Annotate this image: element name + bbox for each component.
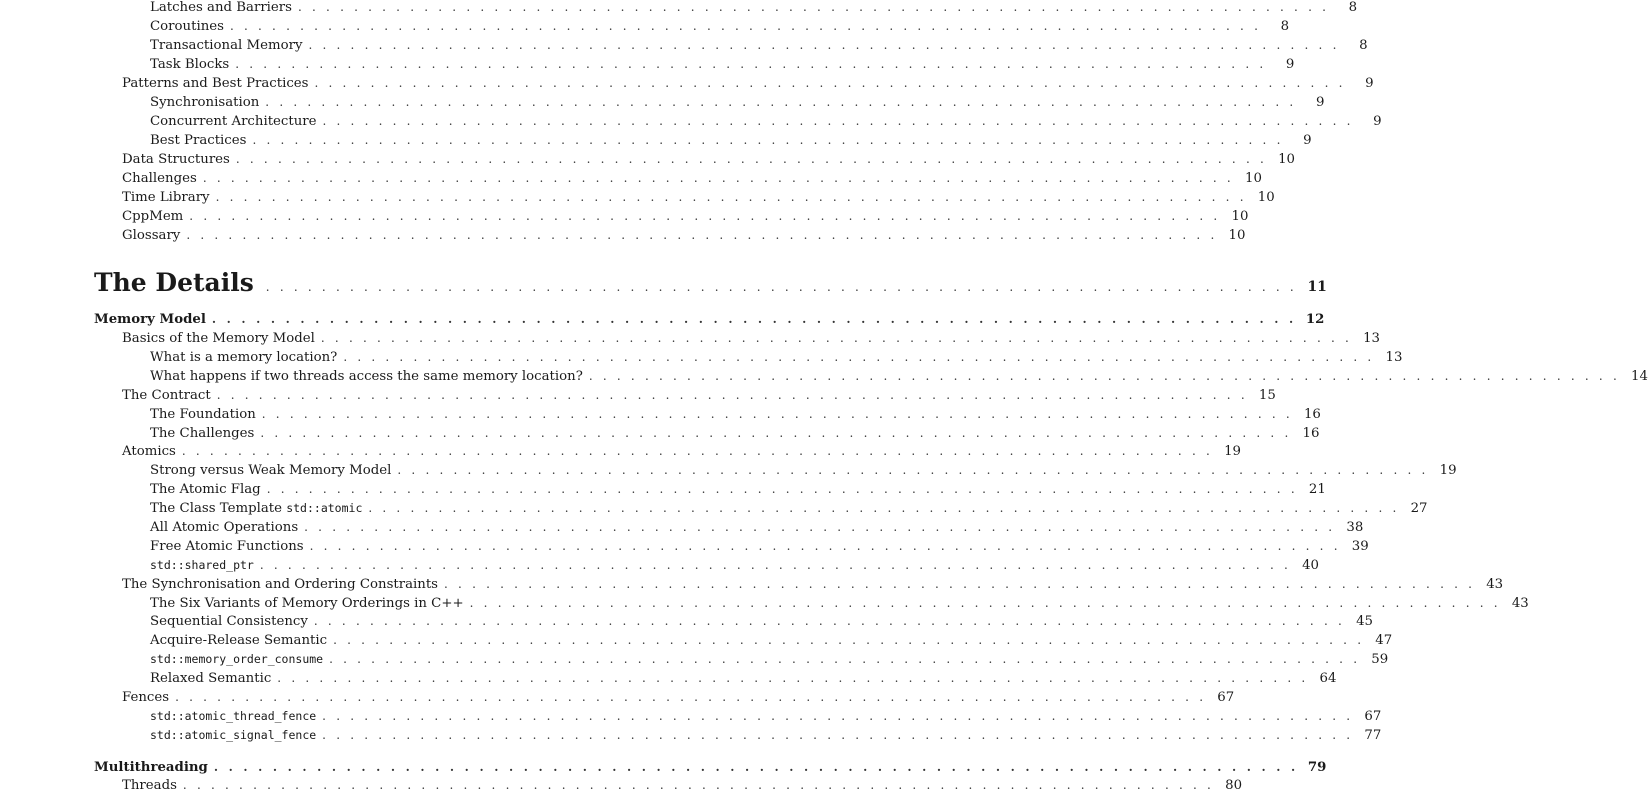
- toc-page-number: 10: [1228, 228, 1246, 243]
- toc-entry-title: CppMem: [122, 209, 184, 224]
- toc-entry-title: Sequential Consistency: [150, 614, 308, 629]
- chapter-title: Memory Model: [94, 312, 206, 327]
- dot-leader: . . . . . . . . . . . . . . . . . . . . . . . . . . . . . . . . . . . . . . . . . . . . . . . . . . . . . . . . . . . . . . . . . . . . . . . . . .: [322, 709, 1354, 723]
- toc-entry-title: Patterns and Best Practices: [122, 76, 309, 91]
- toc-entry-relaxed-semantic[interactable]: [150, 670, 1337, 687]
- toc-page-number: 15: [1258, 388, 1276, 403]
- dot-leader: . . . . . . . . . . . . . . . . . . . . . . . . . . . . . . . . . . . . . . . . . . . . . . . . . . . . . . . . . . . . . . . . . . . . . . . . . .: [314, 76, 1346, 90]
- toc-entry-all-atomic-operations[interactable]: [150, 519, 1364, 536]
- toc-entry-cppmem[interactable]: [122, 208, 1249, 225]
- toc-entry-title: Challenges: [122, 171, 197, 186]
- toc-page-number: 10: [1231, 209, 1249, 224]
- toc-page-number: 9: [1373, 114, 1382, 129]
- dot-leader: . . . . . . . . . . . . . . . . . . . . . . . . . . . . . . . . . . . . . . . . . . . . . . . . . . . . . . . . . . . . . . . . . . . . . . . . . .: [189, 209, 1221, 223]
- dot-leader: . . . . . . . . . . . . . . . . . . . . . . . . . . . . . . . . . . . . . . . . . . . . . . . . . . . . . . . . . . . . . . . . . . . . . . . . . .: [333, 633, 1365, 647]
- toc-entry-title-text: The Class Template: [150, 501, 287, 516]
- dot-leader: . . . . . . . . . . . . . . . . . . . . . . . . . . . . . . . . . . . . . . . . . . . . . . . . . . . . . . . . . . . . . . . . . . . . . . . . . .: [368, 501, 1400, 515]
- toc-entry-title: Glossary: [122, 228, 181, 243]
- toc-part-the-details[interactable]: [94, 268, 1327, 298]
- toc-entry-sync-ordering-constraints[interactable]: [122, 576, 1504, 593]
- toc-entry-coroutines[interactable]: [150, 18, 1290, 35]
- dot-leader: . . . . . . . . . . . . . . . . . . . . . . . . . . . . . . . . . . . . . . . . . . . . . . . . . . . . . . . . . . . . . . . . . . . . . . . . . .: [304, 520, 1336, 534]
- toc-page-number: 67: [1364, 709, 1382, 724]
- toc-entry-best-practices[interactable]: [150, 132, 1312, 149]
- toc-page-number: 80: [1225, 778, 1243, 793]
- dot-leader: . . . . . . . . . . . . . . . . . . . . . . . . . . . . . . . . . . . . . . . . . . . . . . . . . . . . . . . . . . . . . . . . . . . . . . . . . .: [252, 133, 1284, 147]
- toc-page-number: 19: [1224, 444, 1241, 459]
- toc-entry-fences[interactable]: [122, 689, 1235, 706]
- toc-entry-title: Best Practices: [150, 133, 247, 148]
- toc-chapter-memory-model[interactable]: [94, 311, 1325, 328]
- toc-page-number: 19: [1439, 463, 1457, 478]
- toc-page-number: 43: [1511, 596, 1529, 611]
- toc-page-number: 10: [1245, 171, 1262, 186]
- dot-leader: . . . . . . . . . . . . . . . . . . . . . . . . . . . . . . . . . . . . . . . . . . . . . . . . . . . . . . . . . . . . . . . . . . . . . . . . . .: [216, 388, 1248, 402]
- toc-page-number: 12: [1305, 312, 1325, 327]
- toc-page-number: 8: [1280, 19, 1290, 34]
- toc-entry-title: The Foundation: [150, 407, 256, 422]
- toc-entry-title: Fences: [122, 690, 170, 705]
- toc-entry-title: std::shared_ptr: [150, 558, 254, 572]
- dot-leader: . . . . . . . . . . . . . . . . . . . . . . . . . . . . . . . . . . . . . . . . . . . . . . . . . . . . . . . . . . . . . . . . . . . . . . . . . .: [202, 171, 1234, 185]
- dot-leader: . . . . . . . . . . . . . . . . . . . . . . . . . . . . . . . . . . . . . . . . . . . . . . . . . . . . . . . . . . . . . . . . . . . . . . . . . .: [265, 280, 1297, 294]
- toc-entry-challenges[interactable]: [122, 170, 1262, 187]
- toc-entry-free-atomic-functions[interactable]: [150, 538, 1369, 555]
- toc-page-number: 11: [1307, 279, 1327, 295]
- toc-page-number: 16: [1303, 407, 1321, 422]
- toc-entry-title: Transactional Memory: [150, 38, 303, 53]
- toc-entry-six-variants[interactable]: [150, 595, 1529, 612]
- toc-entry-title: [150, 500, 362, 517]
- toc-entry-title: Relaxed Semantic: [150, 671, 272, 686]
- toc-entry-title: Acquire-Release Semantic: [150, 633, 328, 648]
- toc-page-number: 14: [1631, 369, 1648, 384]
- toc-entry-atomics[interactable]: [122, 443, 1241, 460]
- toc-entry-title: Latches and Barriers: [150, 0, 292, 15]
- toc-page-number: 47: [1375, 633, 1393, 648]
- toc-entry-strong-versus-weak[interactable]: [150, 462, 1457, 479]
- toc-page-number: 9: [1315, 95, 1325, 110]
- toc-entry-basics-of-memory-model[interactable]: [122, 330, 1381, 347]
- toc-entry-title: Free Atomic Functions: [150, 539, 304, 554]
- dot-leader: . . . . . . . . . . . . . . . . . . . . . . . . . . . . . . . . . . . . . . . . . . . . . . . . . . . . . . . . . . . . . . . . . . . . . . . . . .: [261, 407, 1293, 421]
- toc-entry-title: Task Blocks: [150, 57, 230, 72]
- toc-entry-title: The Challenges: [150, 426, 255, 441]
- toc-page-number: 39: [1351, 539, 1369, 554]
- dot-leader: . . . . . . . . . . . . . . . . . . . . . . . . . . . . . . . . . . . . . . . . . . . . . . . . . . . . . . . . . . . . . . . . . . . . . . . . . .: [277, 671, 1309, 685]
- toc-entry-task-blocks[interactable]: [150, 56, 1295, 73]
- dot-leader: . . . . . . . . . . . . . . . . . . . . . . . . . . . . . . . . . . . . . . . . . . . . . . . . . . . . . . . . . . . . . . . . . . . . . . . . . .: [215, 190, 1247, 204]
- toc-entry-the-challenges[interactable]: [150, 425, 1320, 442]
- toc-page-number: 77: [1364, 728, 1382, 743]
- dot-leader: . . . . . . . . . . . . . . . . . . . . . . . . . . . . . . . . . . . . . . . . . . . . . . . . . . . . . . . . . . . . . . . . . . . . . . . . . .: [229, 19, 1262, 33]
- dot-leader: . . . . . . . . . . . . . . . . . . . . . . . . . . . . . . . . . . . . . . . . . . . . . . . . . . . . . . . . . . . . . . . . . . . . . . . . . .: [588, 369, 1620, 383]
- toc-entry-title: What happens if two threads access the same memory location?: [150, 369, 583, 384]
- toc-entry-what-is-memory-location[interactable]: [150, 349, 1403, 366]
- toc-chapter-multithreading[interactable]: [94, 759, 1327, 776]
- toc-page-number: 9: [1285, 57, 1295, 72]
- dot-leader: . . . . . . . . . . . . . . . . . . . . . . . . . . . . . . . . . . . . . . . . . . . . . . . . . . . . . . . . . . . . . . . . . . . . . . . . . .: [309, 539, 1341, 553]
- toc-entry-data-structures[interactable]: [122, 151, 1295, 168]
- dot-leader: . . . . . . . . . . . . . . . . . . . . . . . . . . . . . . . . . . . . . . . . . . . . . . . . . . . . . . . . . . . . . . . . . . . . . . . . . .: [181, 444, 1213, 458]
- toc-page-number: 9: [1303, 133, 1312, 148]
- dot-leader: . . . . . . . . . . . . . . . . . . . . . . . . . . . . . . . . . . . . . . . . . . . . . . . . . . . . . . . . . . . . . . . . . . . . . . . . . .: [469, 596, 1501, 610]
- toc-entry-the-foundation[interactable]: [150, 406, 1321, 423]
- toc-entry-title: Data Structures: [122, 152, 230, 167]
- toc-page-number: 10: [1257, 190, 1275, 205]
- toc-entry-glossary[interactable]: [122, 227, 1246, 244]
- toc-entry-threads[interactable]: [122, 777, 1243, 794]
- chapter-title: Multithreading: [94, 760, 208, 775]
- toc-page-number: 8: [1359, 38, 1368, 53]
- toc-entry-atomic-flag[interactable]: [150, 481, 1326, 498]
- toc-entry-transactional-memory[interactable]: [150, 37, 1368, 54]
- toc-entry-title: std::atomic_signal_fence: [150, 728, 317, 742]
- dot-leader: . . . . . . . . . . . . . . . . . . . . . . . . . . . . . . . . . . . . . . . . . . . . . . . . . . . . . . . . . . . . . . . . . . . . . . . . . .: [259, 558, 1291, 572]
- dot-leader: . . . . . . . . . . . . . . . . . . . . . . . . . . . . . . . . . . . . . . . . . . . . . . . . . . . . . . . . . . . . . . . . . . . . . . . . . .: [211, 312, 1297, 326]
- toc-page-number: 59: [1371, 652, 1389, 667]
- toc-page-number: 64: [1319, 671, 1337, 686]
- toc-page-number: 43: [1486, 577, 1504, 592]
- toc-page-number: 67: [1217, 690, 1235, 705]
- dot-leader: . . . . . . . . . . . . . . . . . . . . . . . . . . . . . . . . . . . . . . . . . . . . . . . . . . . . . . . . . . . . . . . . . . . . . . . . . .: [397, 463, 1429, 477]
- toc-entry-what-happens-two-threads[interactable]: [150, 368, 1648, 385]
- toc-entry-title: The Six Variants of Memory Orderings in C++: [150, 596, 464, 611]
- toc-entry-title: The Contract: [122, 388, 211, 403]
- dot-leader: . . . . . . . . . . . . . . . . . . . . . . . . . . . . . . . . . . . . . . . . . . . . . . . . . . . . . . . . . . . . . . . . . . . . . . . . . .: [322, 114, 1354, 128]
- dot-leader: . . . . . . . . . . . . . . . . . . . . . . . . . . . . . . . . . . . . . . . . . . . . . . . . . . . . . . . . . . . . . . . . . . . . . . . . . .: [329, 652, 1361, 666]
- toc-page-number: 8: [1348, 0, 1358, 15]
- toc-page-number: 13: [1385, 350, 1403, 365]
- toc-page-number: 10: [1278, 152, 1295, 167]
- toc-page-number: 38: [1346, 520, 1364, 535]
- dot-leader: . . . . . . . . . . . . . . . . . . . . . . . . . . . . . . . . . . . . . . . . . . . . . . . . . . . . . . . . . . . . . . . . . . . . . . . . . .: [297, 0, 1330, 14]
- toc-page-number: 16: [1302, 426, 1320, 441]
- dot-leader: . . . . . . . . . . . . . . . . . . . . . . . . . . . . . . . . . . . . . . . . . . . . . . . . . . . . . . . . . . . . . . . . . . . . . . . . . .: [343, 350, 1375, 364]
- toc-page-number: 27: [1410, 501, 1428, 516]
- toc-entry-synchronisation[interactable]: [150, 94, 1325, 111]
- toc-entry-title: Atomics: [122, 444, 176, 459]
- toc-entry-sequential-consistency[interactable]: [150, 613, 1373, 630]
- dot-leader: . . . . . . . . . . . . . . . . . . . . . . . . . . . . . . . . . . . . . . . . . . . . . . . . . . . . . . . . . . . . . . . . . . . . . . . . . .: [266, 482, 1298, 496]
- dot-leader: . . . . . . . . . . . . . . . . . . . . . . . . . . . . . . . . . . . . . . . . . . . . . . . . . . . . . . . . . . . . . . . . . . . . . . . . . .: [186, 228, 1218, 242]
- toc-entry-shared-ptr[interactable]: [150, 557, 1319, 574]
- toc-entry-title: std::atomic_thread_fence: [150, 709, 317, 723]
- toc-entry-title: What is a memory location?: [150, 350, 338, 365]
- toc-page-number: 13: [1363, 331, 1381, 346]
- toc-entry-title: The Atomic Flag: [150, 482, 261, 497]
- toc-entry-title: Threads: [122, 778, 177, 793]
- toc-entry-title: Concurrent Architecture: [150, 114, 317, 129]
- toc-entry-title: Time Library: [122, 190, 210, 205]
- toc-page-number: 9: [1365, 76, 1374, 91]
- part-title: The Details: [94, 268, 254, 297]
- toc-entry-title: Coroutines: [150, 19, 224, 34]
- dot-leader: . . . . . . . . . . . . . . . . . . . . . . . . . . . . . . . . . . . . . . . . . . . . . . . . . . . . . . . . . . . . . . . . . . . . . . . . . .: [213, 760, 1299, 774]
- toc-entry-atomic-thread-fence[interactable]: [150, 708, 1382, 725]
- toc-page-number: 40: [1302, 558, 1319, 573]
- dot-leader: . . . . . . . . . . . . . . . . . . . . . . . . . . . . . . . . . . . . . . . . . . . . . . . . . . . . . . . . . . . . . . . . . . . . . . . . . .: [322, 728, 1354, 742]
- toc-entry-title: Synchronisation: [150, 95, 260, 110]
- dot-leader: . . . . . . . . . . . . . . . . . . . . . . . . . . . . . . . . . . . . . . . . . . . . . . . . . . . . . . . . . . . . . . . . . . . . . . . . . .: [308, 38, 1340, 52]
- dot-leader: . . . . . . . . . . . . . . . . . . . . . . . . . . . . . . . . . . . . . . . . . . . . . . . . . . . . . . . . . . . . . . . . . . . . . . . . . .: [175, 690, 1207, 704]
- toc-entry-title: Basics of the Memory Model: [122, 331, 315, 346]
- dot-leader: . . . . . . . . . . . . . . . . . . . . . . . . . . . . . . . . . . . . . . . . . . . . . . . . . . . . . . . . . . . . . . . . . . . . . . . . . .: [320, 331, 1353, 345]
- toc-entry-title: The Synchronisation and Ordering Constraints: [122, 577, 439, 592]
- toc-entry-acquire-release[interactable]: [150, 632, 1393, 649]
- dot-leader: . . . . . . . . . . . . . . . . . . . . . . . . . . . . . . . . . . . . . . . . . . . . . . . . . . . . . . . . . . . . . . . . . . . . . . . . . .: [235, 57, 1267, 71]
- toc-page-number: 21: [1308, 482, 1326, 497]
- toc-entry-atomic-signal-fence[interactable]: [150, 727, 1382, 744]
- dot-leader: . . . . . . . . . . . . . . . . . . . . . . . . . . . . . . . . . . . . . . . . . . . . . . . . . . . . . . . . . . . . . . . . . . . . . . . . . .: [313, 614, 1345, 628]
- toc-page-number: 45: [1356, 614, 1373, 629]
- toc-entry-class-template-atomic[interactable]: [150, 500, 1428, 517]
- dot-leader: . . . . . . . . . . . . . . . . . . . . . . . . . . . . . . . . . . . . . . . . . . . . . . . . . . . . . . . . . . . . . . . . . . . . . . . . . .: [260, 426, 1292, 440]
- toc-entry-patterns-and-best-practices[interactable]: [122, 75, 1374, 92]
- code-identifier: std::atomic: [286, 501, 363, 515]
- toc-entry-memory-order-consume[interactable]: [150, 651, 1389, 668]
- dot-leader: . . . . . . . . . . . . . . . . . . . . . . . . . . . . . . . . . . . . . . . . . . . . . . . . . . . . . . . . . . . . . . . . . . . . . . . . . .: [182, 778, 1215, 792]
- toc-page-number: 79: [1307, 760, 1327, 775]
- toc-entry-time-library[interactable]: [122, 189, 1275, 206]
- toc-entry-title: Strong versus Weak Memory Model: [150, 463, 392, 478]
- toc-entry-title: All Atomic Operations: [150, 520, 299, 535]
- dot-leader: . . . . . . . . . . . . . . . . . . . . . . . . . . . . . . . . . . . . . . . . . . . . . . . . . . . . . . . . . . . . . . . . . . . . . . . . . .: [265, 95, 1297, 109]
- toc-entry-concurrent-architecture[interactable]: [150, 113, 1382, 130]
- toc-entry-latches-and-barriers[interactable]: [150, 0, 1358, 16]
- toc-entry-the-contract[interactable]: [122, 387, 1276, 404]
- toc-entry-title: std::memory_order_consume: [150, 652, 324, 666]
- dot-leader: . . . . . . . . . . . . . . . . . . . . . . . . . . . . . . . . . . . . . . . . . . . . . . . . . . . . . . . . . . . . . . . . . . . . . . . . . .: [444, 577, 1476, 591]
- dot-leader: . . . . . . . . . . . . . . . . . . . . . . . . . . . . . . . . . . . . . . . . . . . . . . . . . . . . . . . . . . . . . . . . . . . . . . . . . .: [235, 152, 1267, 166]
